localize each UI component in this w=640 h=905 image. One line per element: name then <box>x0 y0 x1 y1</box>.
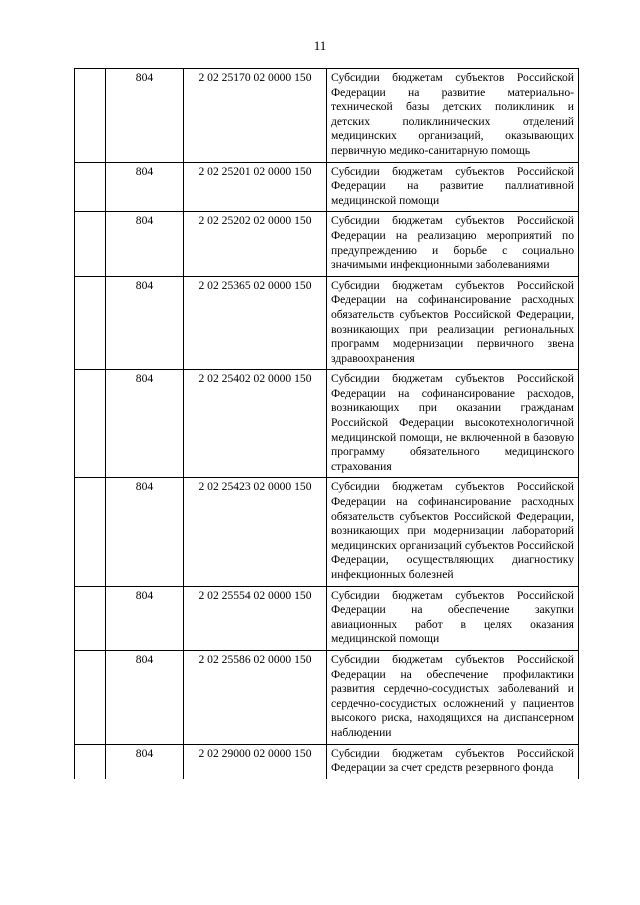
table-row <box>75 586 579 650</box>
page-number: 11 <box>313 38 327 53</box>
admin-code-cell: 804 <box>106 370 184 478</box>
budget-revenue-table <box>74 68 579 779</box>
budget-code-cell: 2 02 25170 02 0000 150 <box>184 69 327 163</box>
empty-cell <box>75 586 106 650</box>
admin-code-cell: 804 <box>106 276 184 370</box>
table-row <box>75 162 579 212</box>
empty-cell <box>75 650 106 744</box>
empty-cell <box>75 69 106 163</box>
revenue-name-cell: Субсидии бюджетам субъектов Российской Федерации на софинансирование расходных обязательств субъектов Российской Федерации, возникающих при реализации региональных программ модернизации первичного звена здравоохранения <box>327 276 579 370</box>
admin-code-cell: 804 <box>106 478 184 586</box>
revenue-name-cell: Субсидии бюджетам субъектов Российской Федерации на реализацию мероприятий по предупреждению и борьбе с социально значимыми инфекционными заболеваниями <box>327 212 579 276</box>
budget-code-cell: 2 02 29000 02 0000 150 <box>184 744 327 779</box>
admin-code-cell: 804 <box>106 650 184 744</box>
admin-code-cell: 804 <box>106 586 184 650</box>
table-row <box>75 478 579 586</box>
table-row <box>75 370 579 478</box>
table-row <box>75 650 579 744</box>
budget-code-cell: 2 02 25554 02 0000 150 <box>184 586 327 650</box>
revenue-name-cell: Субсидии бюджетам субъектов Российской Федерации на софинансирование расходов, возникающих при оказании гражданам Российской Федерации высокотехнологичной медицинской помощи, не включенной в базовую программу обязательного медицинского страхования <box>327 370 579 478</box>
revenue-name-cell: Субсидии бюджетам субъектов Российской Федерации на обеспечение профилактики развития сердечно-сосудистых заболеваний и сердечно-сосудистых осложнений у пациентов высокого риска, находящихся на диспансерном наблюдении <box>327 650 579 744</box>
empty-cell <box>75 276 106 370</box>
revenue-name-cell: Субсидии бюджетам субъектов Российской Федерации за счет средств резервного фонда <box>327 744 579 779</box>
empty-cell <box>75 162 106 212</box>
budget-code-cell: 2 02 25586 02 0000 150 <box>184 650 327 744</box>
empty-cell <box>75 212 106 276</box>
revenue-name-cell: Субсидии бюджетам субъектов Российской Федерации на обеспечение закупки авиационных работ в целях оказания медицинской помощи <box>327 586 579 650</box>
revenue-name-cell: Субсидии бюджетам субъектов Российской Федерации на софинансирование расходных обязательств субъектов Российской Федерации, возникающих при модернизации лабораторий медицинских организаций субъектов Российской Федерации, осуществляющих диагностику инфекционных болезней <box>327 478 579 586</box>
budget-code-cell: 2 02 25201 02 0000 150 <box>184 162 327 212</box>
admin-code-cell: 804 <box>106 744 184 779</box>
budget-code-cell: 2 02 25202 02 0000 150 <box>184 212 327 276</box>
budget-code-cell: 2 02 25423 02 0000 150 <box>184 478 327 586</box>
empty-cell <box>75 478 106 586</box>
budget-code-cell: 2 02 25365 02 0000 150 <box>184 276 327 370</box>
table-row <box>75 69 579 163</box>
table-row <box>75 276 579 370</box>
admin-code-cell: 804 <box>106 212 184 276</box>
table-row <box>75 744 579 779</box>
budget-code-cell: 2 02 25402 02 0000 150 <box>184 370 327 478</box>
table-row <box>75 212 579 276</box>
admin-code-cell: 804 <box>106 162 184 212</box>
revenue-name-cell: Субсидии бюджетам субъектов Российской Федерации на развитие паллиативной медицинской помощи <box>327 162 579 212</box>
empty-cell <box>75 370 106 478</box>
revenue-name-cell: Субсидии бюджетам субъектов Российской Федерации на развитие материально-технической базы детских поликлиник и детских поликлинических отделений медицинских организаций, оказывающих первичную медико-санитарную помощь <box>327 69 579 163</box>
admin-code-cell: 804 <box>106 69 184 163</box>
empty-cell <box>75 744 106 779</box>
